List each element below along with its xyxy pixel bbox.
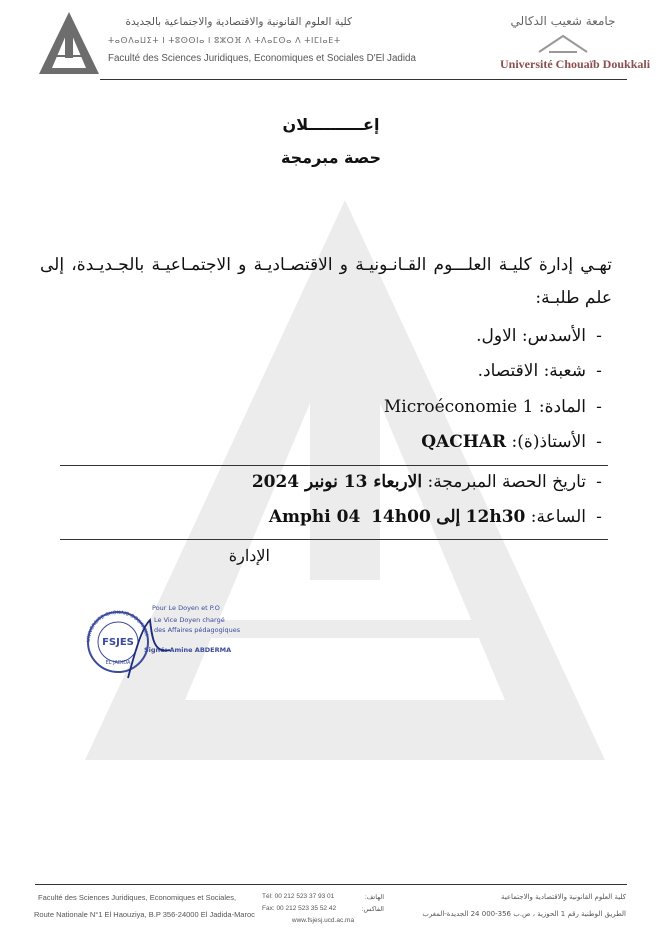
bullet-dash-icon: - <box>596 507 602 527</box>
header-divider <box>100 79 627 80</box>
footer-divider <box>35 884 627 885</box>
footer-faculty-name-ar: كلية العلوم القانونية والاقتصادية والاجتماعية <box>500 893 626 901</box>
intro-text: تهـي إدارة كليـة العلـــوم القـانـونيـة و الاقتصـاديـة و الاجتمـاعيـة بالجـديـدة، إلى <box>40 255 612 275</box>
official-stamp <box>80 598 260 686</box>
faculty-logo <box>38 10 100 76</box>
bullet-dash-icon: - <box>596 326 602 346</box>
item-label: الأسدس: <box>521 326 586 346</box>
fax-number: Fax: 00 212 523 35 52 42 <box>262 905 337 912</box>
schedule-top-divider <box>60 465 608 466</box>
list-item-field <box>478 361 612 381</box>
item-label: تاريخ الحصة المبرمجة: <box>427 472 586 492</box>
stamp-line-1: Pour Le Doyen et P.O <box>152 604 220 612</box>
item-label: شعبة: <box>543 361 586 381</box>
faculty-name-french: Faculté des Sciences Juridiques, Economiques et Sociales D'El Jadida <box>108 53 416 64</box>
stamp-city: EL JADIDA <box>105 660 131 666</box>
list-item-date <box>252 472 612 492</box>
list-item-subject <box>384 397 612 417</box>
time-connector: إلى <box>436 507 461 527</box>
time-from: 12h30 <box>465 507 526 527</box>
footer-address-ar: الطريق الوطنية رقم 1 الحوزية ، ص.ب 356-000 24 الجديدة-المغرب <box>422 910 626 918</box>
item-value: الاربعاء 13 نونبر 2024 <box>251 472 423 492</box>
stamp-abbr: FSJES <box>102 637 134 648</box>
item-label: الساعة: <box>530 507 586 527</box>
faculty-name-arabic: كلية العلوم القانونية والاقتصادية والاجتماعية بالجديدة <box>125 16 352 28</box>
fax-label-ar: الفاكس: <box>361 906 384 913</box>
item-value: الاول. <box>476 326 517 346</box>
faculty-name-tifinagh: ⵜⴰⵙⴷⴰⵡⵉⵜ ⵏ ⵜⵓⵙⵙⵏⴰ ⵏ ⵓⵣⵔⴼ ⴷ ⵜⴷⴰⵎⵙⴰ ⴷ ⵜⵏⵎⵏⴰⴹⵜ <box>108 36 341 45</box>
footer-website[interactable]: www.fsjesj.ucd.ac.ma <box>291 917 355 924</box>
phone-number: Tél: 00 212 523 37 93 01 <box>262 893 335 900</box>
item-value: الاقتصاد. <box>477 361 539 381</box>
footer-phone <box>262 893 384 901</box>
bullet-dash-icon: - <box>596 361 602 381</box>
stamp-circle-text: UNIVERSITE CHOUAIB DOUKKALI <box>85 609 150 643</box>
announcement-subtitle: حصة مبرمجة <box>280 148 382 167</box>
footer-fax <box>262 905 384 913</box>
list-item-professor <box>421 432 612 452</box>
location: Amphi 04 <box>268 507 361 527</box>
bullet-dash-icon: - <box>596 397 602 417</box>
footer-faculty-name: Faculté des Sciences Juridiques, Economiques et Sociales, <box>38 893 237 902</box>
stamp-signed: Signé: Amine ABDERMA <box>144 646 232 654</box>
phone-label-ar: الهاتف: <box>364 894 384 901</box>
item-label: الأستاذ(ة): <box>511 432 586 452</box>
schedule-bottom-divider <box>60 539 608 540</box>
item-label: المادة: <box>538 397 586 417</box>
stamp-line-3: des Affaires pédagogiques <box>154 626 241 634</box>
footer-address: Route Nationale N°1 El Haouziya, B.P 356-24000 El Jadida-Maroc <box>34 910 255 919</box>
bullet-dash-icon: - <box>596 432 602 452</box>
list-item-time <box>269 507 612 527</box>
intro-text-continued: علم طلبـة: <box>535 288 612 308</box>
stamp-line-2: Le Vice Doyen chargé <box>154 616 225 624</box>
signature-label: الإدارة <box>228 546 270 565</box>
university-emblem <box>535 32 591 54</box>
list-item-semester <box>476 326 612 346</box>
time-to: 14h00 <box>371 507 431 527</box>
item-value: Microéconomie 1 <box>383 397 534 417</box>
bullet-dash-icon: - <box>596 472 602 492</box>
university-name-french: Université Chouaïb Doukkali <box>500 57 651 71</box>
item-value: QACHAR <box>421 432 507 452</box>
announcement-title: إعــــــــــلان <box>282 115 380 134</box>
university-name-arabic: جامعة شعيب الدكالي <box>510 14 616 28</box>
